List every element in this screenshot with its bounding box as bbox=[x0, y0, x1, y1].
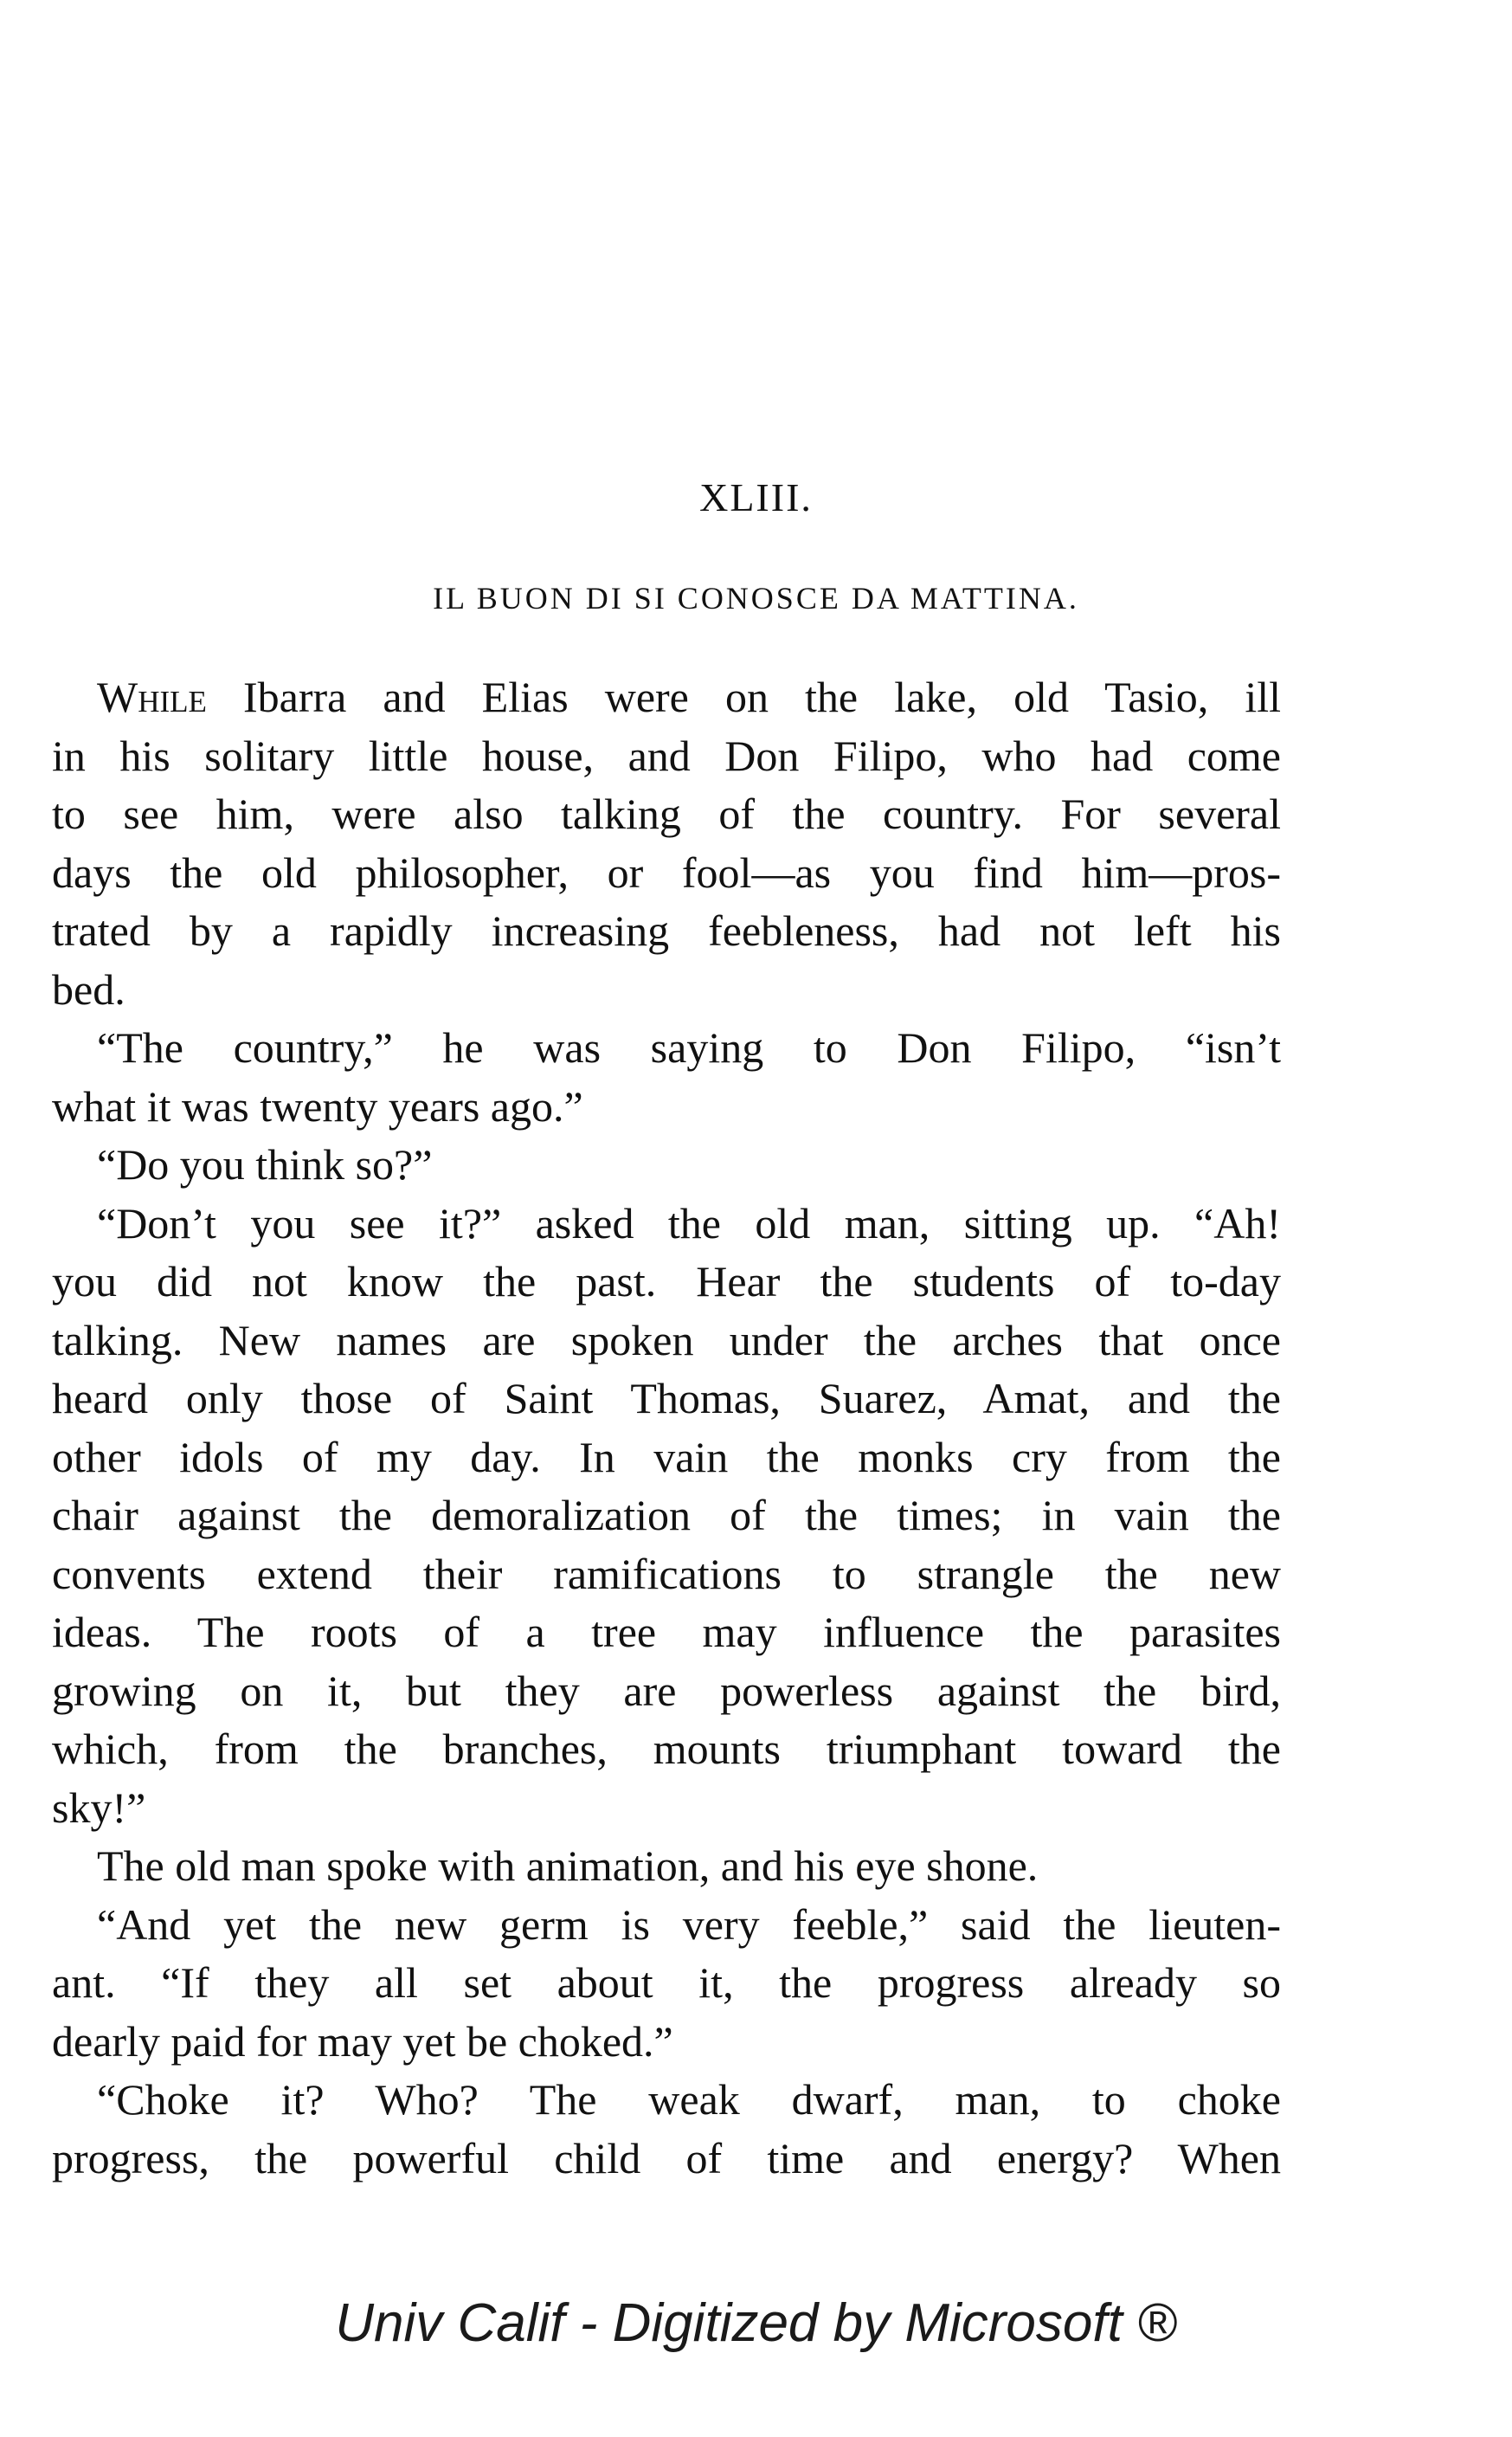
text-line: “Don’t you see it?” asked the old man, sitting up. “Ah! bbox=[97, 1198, 1281, 1248]
text-line: growing on it, but they are powerless against the bird, bbox=[52, 1666, 1281, 1715]
text-line: “Choke it? Who? The weak dwarf, man, to choke bbox=[97, 2075, 1281, 2124]
text-line: other idols of my day. In vain the monks cry from the bbox=[52, 1432, 1281, 1481]
paragraph-lead-word: While bbox=[97, 673, 207, 721]
text-line: what it was twenty years ago.” bbox=[52, 1081, 583, 1131]
text-line: dearly paid for may yet be choked.” bbox=[52, 2016, 673, 2066]
text-line: “The country,” he was saying to Don Filipo, “isn’t bbox=[97, 1023, 1281, 1072]
text-line: The old man spoke with animation, and his eye shone. bbox=[97, 1841, 1039, 1890]
text-line: trated by a rapidly increasing feebleness, had not left his bbox=[52, 906, 1281, 955]
chapter-number: XLIII. bbox=[699, 475, 813, 519]
text-line: days the old philosopher, or fool—as you find him—pros- bbox=[52, 848, 1281, 897]
text-line: While Ibarra and Elias were on the lake, old Tasio, ill bbox=[97, 673, 1281, 721]
text-line: ideas. The roots of a tree may influence the parasites bbox=[52, 1608, 1281, 1656]
text-line: bed. bbox=[52, 964, 125, 1014]
text-line: convents extend their ramifications to strangle the new bbox=[52, 1549, 1281, 1598]
text-line: you did not know the past. Hear the students of to-day bbox=[52, 1257, 1281, 1306]
text-line: in his solitary little house, and Don Filipo, who had come bbox=[52, 731, 1281, 780]
text-line: “Do you think so?” bbox=[97, 1140, 433, 1189]
text-line: chair against the demoralization of the times; in vain the bbox=[52, 1491, 1281, 1539]
text-line: ant. “If they all set about it, the progress already so bbox=[52, 1958, 1281, 2007]
text-line: heard only those of Saint Thomas, Suarez, Amat, and the bbox=[52, 1374, 1281, 1422]
text-line: “And yet the new germ is very feeble,” said the lieuten- bbox=[97, 1899, 1281, 1949]
text-line: which, from the branches, mounts triumphant toward the bbox=[52, 1725, 1281, 1773]
chapter-title: IL BUON DI SI CONOSCE DA MATTINA. bbox=[433, 581, 1079, 616]
text-line: sky!” bbox=[52, 1783, 146, 1832]
digitization-watermark: Univ Calif - Digitized by Microsoft ® bbox=[335, 2293, 1177, 2353]
text-line: progress, the powerful child of time and energy? When bbox=[52, 2133, 1281, 2182]
text-line: to see him, were also talking of the country. For several bbox=[52, 790, 1281, 838]
text-line: talking. New names are spoken under the arches that once bbox=[52, 1315, 1281, 1364]
body-text bbox=[52, 668, 1281, 2188]
